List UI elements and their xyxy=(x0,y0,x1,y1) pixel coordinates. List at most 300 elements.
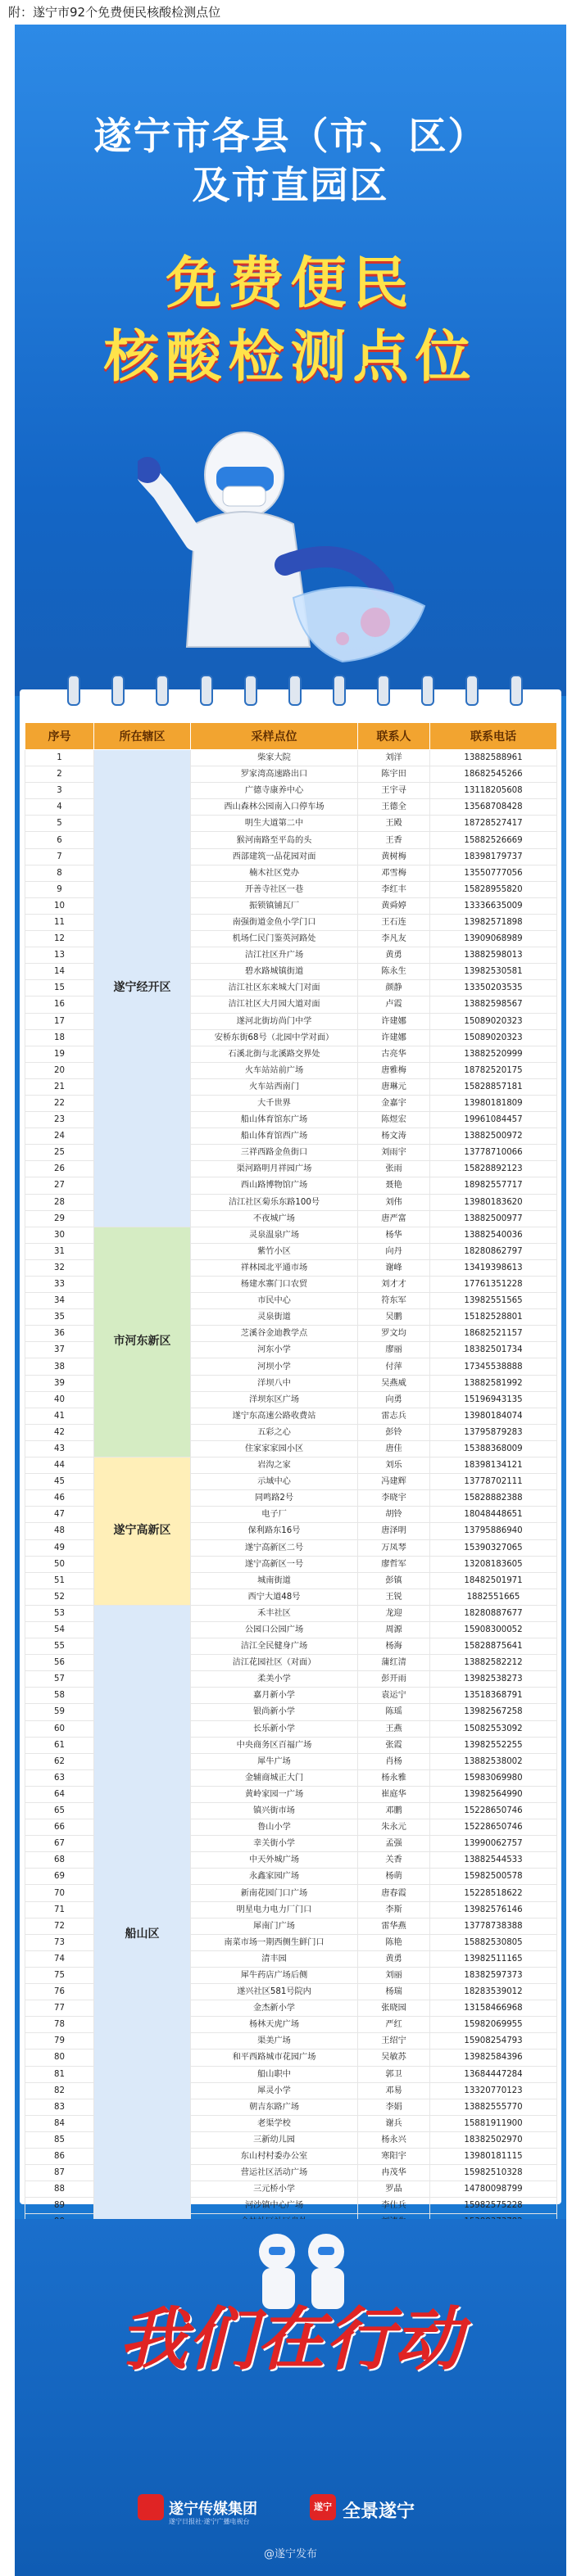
header-contact: 联系人 xyxy=(358,723,430,750)
contact-phone: 13980184074 xyxy=(430,1408,557,1424)
row-index: 49 xyxy=(25,1539,94,1556)
contact-name: 黄树梅 xyxy=(358,848,430,865)
site-name: 洁江社区大月园大道对面 xyxy=(191,997,358,1013)
contact-phone: 13882544533 xyxy=(430,1852,557,1869)
site-name: 渠河路明月祥园广场 xyxy=(191,1161,358,1177)
site-name: 新南花园门口广场 xyxy=(191,1885,358,1901)
row-index: 11 xyxy=(25,914,94,930)
contact-name: 王香 xyxy=(358,832,430,848)
site-name: 柔美小学 xyxy=(191,1671,358,1688)
contact-name: 关香 xyxy=(358,1852,430,1869)
site-name: 洁江花园社区（对面） xyxy=(191,1655,358,1671)
site-name: 遂河北街坊尚门中学 xyxy=(191,1013,358,1029)
contact-phone: 13882500977 xyxy=(430,1210,557,1227)
contact-phone: 15082553092 xyxy=(430,1720,557,1737)
contact-phone: 13982576146 xyxy=(430,1901,557,1918)
zone-cell: 船山区 xyxy=(94,1605,191,2263)
site-name: 火车站站前广场 xyxy=(191,1062,358,1078)
row-index: 62 xyxy=(25,1753,94,1769)
row-index: 20 xyxy=(25,1062,94,1078)
medical-worker-illustration xyxy=(138,401,433,671)
row-index: 47 xyxy=(25,1507,94,1523)
contact-phone: 13795886940 xyxy=(430,1523,557,1539)
row-index: 36 xyxy=(25,1326,94,1342)
contact-phone: 18782520175 xyxy=(430,1062,557,1078)
contact-phone: 18728527417 xyxy=(430,816,557,832)
page-caption: 附：遂宁市92个免费便民核酸检测点位 xyxy=(8,5,221,20)
title-line-4: 核酸检测点位 xyxy=(103,325,478,390)
row-index: 86 xyxy=(25,2148,94,2164)
row-index: 67 xyxy=(25,1836,94,1852)
row-index: 51 xyxy=(25,1572,94,1589)
row-index: 9 xyxy=(25,881,94,897)
contact-name: 廖哲军 xyxy=(358,1556,430,1572)
header-index: 序号 xyxy=(25,723,94,750)
contact-phone: 13419398613 xyxy=(430,1259,557,1276)
contact-name: 王德全 xyxy=(358,799,430,816)
contact-phone: 15982500578 xyxy=(430,1869,557,1885)
contact-phone: 13882588961 xyxy=(430,750,557,766)
contact-name: 谢兵 xyxy=(358,2115,430,2131)
row-index: 19 xyxy=(25,1046,94,1062)
table-row xyxy=(25,1457,557,1474)
binder-ring xyxy=(377,675,390,706)
site-name: 西山森林公园南入口停车场 xyxy=(191,799,358,816)
contact-phone: 13336635009 xyxy=(430,897,557,914)
row-index: 87 xyxy=(25,2165,94,2181)
row-index: 8 xyxy=(25,865,94,881)
site-name: 长乐新小学 xyxy=(191,1720,358,1737)
site-name: 永鑫家园广场 xyxy=(191,1869,358,1885)
site-name: 洁江社区升广场 xyxy=(191,947,358,964)
contact-name: 刘伟 xyxy=(358,1194,430,1210)
site-name: 洁江全民健身广场 xyxy=(191,1638,358,1655)
contact-name: 陈煜宏 xyxy=(358,1112,430,1128)
contact-phone: 13320770123 xyxy=(430,2082,557,2099)
title-line-1: 遂宁市各县（市、区） xyxy=(93,114,488,158)
site-name: 洁江社区菊乐东路100号 xyxy=(191,1194,358,1210)
header-site: 采样点位 xyxy=(191,723,358,750)
contact-phone: 13982530581 xyxy=(430,964,557,980)
row-index: 3 xyxy=(25,783,94,799)
contact-name: 唐严富 xyxy=(358,1210,430,1227)
row-index: 68 xyxy=(25,1852,94,1869)
row-index: 26 xyxy=(25,1161,94,1177)
table-row xyxy=(25,750,557,766)
contact-phone: 15388368009 xyxy=(430,1440,557,1457)
row-index: 70 xyxy=(25,1885,94,1901)
contact-name: 雷华燕 xyxy=(358,1918,430,1934)
contact-phone: 18382502970 xyxy=(430,2131,557,2148)
binder-ring xyxy=(465,675,479,706)
binder-ring xyxy=(156,675,169,706)
contact-phone: 18048448651 xyxy=(430,1507,557,1523)
site-name: 广德寺康养中心 xyxy=(191,783,358,799)
site-name: 五彩之心 xyxy=(191,1424,358,1440)
row-index: 12 xyxy=(25,931,94,947)
site-name: 朝吉东路广场 xyxy=(191,2099,358,2115)
contact-phone: 1882551665 xyxy=(430,1589,557,1605)
site-name: 三祥西路金鱼街口 xyxy=(191,1145,358,1161)
site-name: 灵泉温泉广场 xyxy=(191,1227,358,1243)
contact-name: 李凡友 xyxy=(358,931,430,947)
contact-name: 王宇寻 xyxy=(358,783,430,799)
contact-name: 唐雅梅 xyxy=(358,1062,430,1078)
contact-phone: 17761351228 xyxy=(430,1277,557,1293)
contact-phone: 13882555770 xyxy=(430,2099,557,2115)
contact-phone: 15828955820 xyxy=(430,881,557,897)
poster xyxy=(15,25,566,2576)
contact-name: 吴敏苏 xyxy=(358,2050,430,2066)
row-index: 55 xyxy=(25,1638,94,1655)
row-index: 41 xyxy=(25,1408,94,1424)
contact-phone: 18283539012 xyxy=(430,1984,557,2000)
site-name: 南菜市场一期西侧生鲜门口 xyxy=(191,1934,358,1950)
site-name: 保利路东16号 xyxy=(191,1523,358,1539)
site-name: 杨林天虎广场 xyxy=(191,2017,358,2033)
zone-cell: 市河东新区 xyxy=(94,1227,191,1457)
site-name: 金辅商城正大门 xyxy=(191,1769,358,1786)
contact-name: 刘雨宇 xyxy=(358,1145,430,1161)
contact-name: 李红丰 xyxy=(358,881,430,897)
contact-name: 向勇 xyxy=(358,1391,430,1408)
contact-phone: 19961084457 xyxy=(430,1112,557,1128)
row-index: 63 xyxy=(25,1769,94,1786)
row-index: 46 xyxy=(25,1490,94,1507)
row-index: 24 xyxy=(25,1128,94,1145)
row-index: 40 xyxy=(25,1391,94,1408)
site-name: 明星电力电力厂门口 xyxy=(191,1901,358,1918)
contact-name: 杨永兴 xyxy=(358,2131,430,2148)
contact-phone: 15089020323 xyxy=(430,1013,557,1029)
site-name: 遂宁高新区二号 xyxy=(191,1539,358,1556)
site-name: 市民中心 xyxy=(191,1293,358,1309)
site-name: 遂宁东高速公路收费站 xyxy=(191,1408,358,1424)
row-index: 74 xyxy=(25,1950,94,1967)
row-index: 58 xyxy=(25,1688,94,1704)
contact-phone: 13882538002 xyxy=(430,1753,557,1769)
sites-sheet xyxy=(20,689,561,2211)
row-index: 53 xyxy=(25,1605,94,1621)
row-index: 80 xyxy=(25,2050,94,2066)
contact-name: 刘洋 xyxy=(358,750,430,766)
contact-phone: 13882540036 xyxy=(430,1227,557,1243)
site-name: 三新幼儿园 xyxy=(191,2131,358,2148)
contact-name: 符东军 xyxy=(358,1293,430,1309)
row-index: 50 xyxy=(25,1556,94,1572)
site-name: 紫竹小区 xyxy=(191,1243,358,1259)
contact-phone: 13982584396 xyxy=(430,2050,557,2066)
contact-name: 杨海 xyxy=(358,1638,430,1655)
contact-phone: 15982069955 xyxy=(430,2017,557,2033)
site-name: 遂兴社区581号院内 xyxy=(191,1984,358,2000)
contact-name: 陈艳 xyxy=(358,1934,430,1950)
contact-phone: 15828857181 xyxy=(430,1078,557,1095)
site-name: 三元桥小学 xyxy=(191,2181,358,2198)
contact-name: 陈永生 xyxy=(358,964,430,980)
binder-ring xyxy=(333,675,346,706)
header-phone: 联系电话 xyxy=(430,723,557,750)
contact-name: 王石连 xyxy=(358,914,430,930)
contact-name: 罗文均 xyxy=(358,1326,430,1342)
site-name: 遂宁高新区一号 xyxy=(191,1556,358,1572)
contact-phone: 18382597373 xyxy=(430,1967,557,1983)
site-name: 大千世界 xyxy=(191,1095,358,1111)
site-name: 石溪北街与北溪路交界处 xyxy=(191,1046,358,1062)
site-name: 火车站西南门 xyxy=(191,1078,358,1095)
contact-phone: 13982564990 xyxy=(430,1786,557,1802)
contact-name: 雷志兵 xyxy=(358,1408,430,1424)
contact-phone: 13795879283 xyxy=(430,1424,557,1440)
contact-name: 彭开雨 xyxy=(358,1671,430,1688)
row-index: 77 xyxy=(25,2000,94,2017)
logo-left-text: 遂宁传媒集团 xyxy=(169,2501,257,2518)
contact-phone: 18982557717 xyxy=(430,1177,557,1194)
contact-name: 唐泽明 xyxy=(358,1523,430,1539)
contact-name: 李晓宇 xyxy=(358,1490,430,1507)
contact-name: 张雨 xyxy=(358,1161,430,1177)
site-name: 犀灵小学 xyxy=(191,2082,358,2099)
contact-name: 冯建辉 xyxy=(358,1474,430,1490)
weibo-watermark: @遂宁发布 xyxy=(263,2548,317,2560)
table-body xyxy=(25,750,557,2264)
row-index: 13 xyxy=(25,947,94,964)
site-name: 老渠学校 xyxy=(191,2115,358,2131)
row-index: 54 xyxy=(25,1621,94,1638)
contact-name: 蒲红清 xyxy=(358,1655,430,1671)
contact-phone: 18398179737 xyxy=(430,848,557,865)
contact-name: 邓雪梅 xyxy=(358,865,430,881)
contact-phone: 15882526669 xyxy=(430,832,557,848)
site-name: 城南街道 xyxy=(191,1572,358,1589)
contact-name: 杨永雅 xyxy=(358,1769,430,1786)
site-name: 电子厂 xyxy=(191,1507,358,1523)
contact-phone: 13684447284 xyxy=(430,2066,557,2082)
contact-name: 杨文涛 xyxy=(358,1128,430,1145)
contact-phone: 13882598013 xyxy=(430,947,557,964)
media-group-logo-icon xyxy=(138,2494,164,2520)
contact-name: 金嘉宇 xyxy=(358,1095,430,1111)
site-name: 振锁镇铺瓦厂 xyxy=(191,897,358,914)
contact-phone: 15089020323 xyxy=(430,1029,557,1046)
row-index: 15 xyxy=(25,980,94,997)
contact-name: 陈宇田 xyxy=(358,766,430,783)
contact-phone: 13882598567 xyxy=(430,997,557,1013)
site-name: 碧水路城镇街道 xyxy=(191,964,358,980)
contact-name: 彭铃 xyxy=(358,1424,430,1440)
contact-phone: 15982510328 xyxy=(430,2165,557,2181)
contact-phone: 13778710066 xyxy=(430,1145,557,1161)
row-index: 64 xyxy=(25,1786,94,1802)
site-name: 祥林园北平通市场 xyxy=(191,1259,358,1276)
row-index: 33 xyxy=(25,1277,94,1293)
slogan: 我们在行动 xyxy=(118,2298,463,2379)
row-index: 72 xyxy=(25,1918,94,1934)
contact-phone: 13982551565 xyxy=(430,1293,557,1309)
contact-phone: 13982567258 xyxy=(430,1704,557,1720)
binder-ring xyxy=(111,675,125,706)
binder-ring xyxy=(67,675,80,706)
contact-phone: 18482501971 xyxy=(430,1572,557,1589)
contact-phone: 15908254793 xyxy=(430,2033,557,2050)
contact-phone: 15228650746 xyxy=(430,1819,557,1836)
row-index: 42 xyxy=(25,1424,94,1440)
row-index: 79 xyxy=(25,2033,94,2050)
contact-phone: 13350203535 xyxy=(430,980,557,997)
contact-name: 李斯 xyxy=(358,1901,430,1918)
contact-name: 李娟 xyxy=(358,2099,430,2115)
contact-name: 颜静 xyxy=(358,980,430,997)
row-index: 28 xyxy=(25,1194,94,1210)
contact-phone: 13518368791 xyxy=(430,1688,557,1704)
zone-cell: 遂宁经开区 xyxy=(94,750,191,1227)
contact-name: 邓鹏 xyxy=(358,1803,430,1819)
contact-phone: 17345538888 xyxy=(430,1358,557,1375)
table-row xyxy=(25,1227,557,1243)
contact-phone: 13980181115 xyxy=(430,2148,557,2164)
contact-phone: 13208183605 xyxy=(430,1556,557,1572)
contact-phone: 15196943135 xyxy=(430,1391,557,1408)
title-line-2: 及市直园区 xyxy=(192,163,389,207)
row-index: 2 xyxy=(25,766,94,783)
site-name: 南强街道金鱼小学门口 xyxy=(191,914,358,930)
contact-name: 卢霞 xyxy=(358,997,430,1013)
row-index: 57 xyxy=(25,1671,94,1688)
contact-name: 万凤琴 xyxy=(358,1539,430,1556)
row-index: 60 xyxy=(25,1720,94,1737)
row-index: 32 xyxy=(25,1259,94,1276)
site-name: 禾丰社区 xyxy=(191,1605,358,1621)
contact-phone: 15882530805 xyxy=(430,1934,557,1950)
row-index: 34 xyxy=(25,1293,94,1309)
header-zone: 所在辖区 xyxy=(94,723,191,750)
row-index: 39 xyxy=(25,1375,94,1391)
contact-name: 张晓园 xyxy=(358,2000,430,2017)
contact-phone: 13982571898 xyxy=(430,914,557,930)
contact-phone: 13568708428 xyxy=(430,799,557,816)
contact-name: 寒阳宇 xyxy=(358,2148,430,2164)
row-index: 85 xyxy=(25,2131,94,2148)
contact-phone: 13118205608 xyxy=(430,783,557,799)
contact-phone: 15228518622 xyxy=(430,1885,557,1901)
site-name: 河沙镇中心广场 xyxy=(191,2198,358,2214)
contact-phone: 13909068989 xyxy=(430,931,557,947)
site-name: 示域中心 xyxy=(191,1474,358,1490)
row-index: 88 xyxy=(25,2181,94,2198)
site-name: 杨建水寨门口农贸 xyxy=(191,1277,358,1293)
binder-ring xyxy=(244,675,257,706)
contact-phone: 18280887677 xyxy=(430,1605,557,1621)
row-index: 31 xyxy=(25,1243,94,1259)
sites-table xyxy=(25,722,557,2264)
contact-name: 彭镇 xyxy=(358,1572,430,1589)
row-index: 84 xyxy=(25,2115,94,2131)
site-name: 芝溪谷金迪教学点 xyxy=(191,1326,358,1342)
site-name: 东山村村委办公室 xyxy=(191,2148,358,2164)
contact-name: 廖丽 xyxy=(358,1342,430,1358)
contact-phone: 15881911900 xyxy=(430,2115,557,2131)
contact-name: 古亮华 xyxy=(358,1046,430,1062)
contact-name: 黄勇 xyxy=(358,1950,430,1967)
row-index: 89 xyxy=(25,2198,94,2214)
contact-name: 杨瑞 xyxy=(358,1984,430,2000)
contact-phone: 13982552255 xyxy=(430,1737,557,1753)
contact-name: 刘才才 xyxy=(358,1277,430,1293)
row-index: 71 xyxy=(25,1901,94,1918)
site-name: 金杰新小学 xyxy=(191,2000,358,2017)
site-name: 和平西路城市花园广场 xyxy=(191,2050,358,2066)
row-index: 59 xyxy=(25,1704,94,1720)
contact-phone: 13882500972 xyxy=(430,1128,557,1145)
contact-phone: 18382501734 xyxy=(430,1342,557,1358)
contact-name: 张霞 xyxy=(358,1737,430,1753)
site-name: 黄岭家园一广场 xyxy=(191,1786,358,1802)
contact-phone: 18682545266 xyxy=(430,766,557,783)
row-index: 38 xyxy=(25,1358,94,1375)
site-name: 河东小学 xyxy=(191,1342,358,1358)
site-name: 洋坝东区广场 xyxy=(191,1391,358,1408)
contact-phone: 15182528801 xyxy=(430,1309,557,1326)
row-index: 16 xyxy=(25,997,94,1013)
binder-rings xyxy=(20,675,561,704)
site-name: 犀牛广场 xyxy=(191,1753,358,1769)
contact-name: 刘乐 xyxy=(358,1457,430,1474)
row-index: 45 xyxy=(25,1474,94,1490)
contact-phone: 13980183620 xyxy=(430,1194,557,1210)
contact-phone: 15828882388 xyxy=(430,1490,557,1507)
contact-phone: 13882582212 xyxy=(430,1655,557,1671)
contact-name: 黄舜婷 xyxy=(358,897,430,914)
contact-name: 王殿 xyxy=(358,816,430,832)
contact-name: 王锐 xyxy=(358,1589,430,1605)
contact-name: 许建娜 xyxy=(358,1013,430,1029)
table-row xyxy=(25,1605,557,1621)
quanjing-logo-icon: 遂宁 xyxy=(310,2494,336,2520)
contact-name: 周源 xyxy=(358,1621,430,1638)
site-name: 犀南门广场 xyxy=(191,1918,358,1934)
row-index: 69 xyxy=(25,1869,94,1885)
contact-name: 邓易 xyxy=(358,2082,430,2099)
contact-name: 吴燕威 xyxy=(358,1375,430,1391)
contact-name: 罗晶 xyxy=(358,2181,430,2198)
site-name: 鲁山小学 xyxy=(191,1819,358,1836)
contact-name: 袁运宁 xyxy=(358,1688,430,1704)
contact-phone: 18682521157 xyxy=(430,1326,557,1342)
site-name: 河坝小学 xyxy=(191,1358,358,1375)
contact-phone: 18280862797 xyxy=(430,1243,557,1259)
contact-name: 聂艳 xyxy=(358,1177,430,1194)
site-name: 开善寺社区一巷 xyxy=(191,881,358,897)
logo-bar xyxy=(15,2489,566,2530)
row-index: 48 xyxy=(25,1523,94,1539)
row-index: 61 xyxy=(25,1737,94,1753)
contact-name: 付萍 xyxy=(358,1358,430,1375)
site-name: 清丰园 xyxy=(191,1950,358,1967)
contact-name: 刘丽 xyxy=(358,1967,430,1983)
contact-phone: 15828892123 xyxy=(430,1161,557,1177)
contact-name: 严红 xyxy=(358,2017,430,2033)
site-name: 西宁大道48号 xyxy=(191,1589,358,1605)
row-index: 30 xyxy=(25,1227,94,1243)
contact-name: 谢峰 xyxy=(358,1259,430,1276)
contact-name: 唐春霞 xyxy=(358,1885,430,1901)
site-name: 中天外城广场 xyxy=(191,1852,358,1869)
title-line-3: 免费便民 xyxy=(166,251,415,316)
contact-name: 李仕兵 xyxy=(358,2198,430,2214)
contact-name: 朱永元 xyxy=(358,1819,430,1836)
row-index: 56 xyxy=(25,1655,94,1671)
site-name: 洁江社区东来城大门对面 xyxy=(191,980,358,997)
